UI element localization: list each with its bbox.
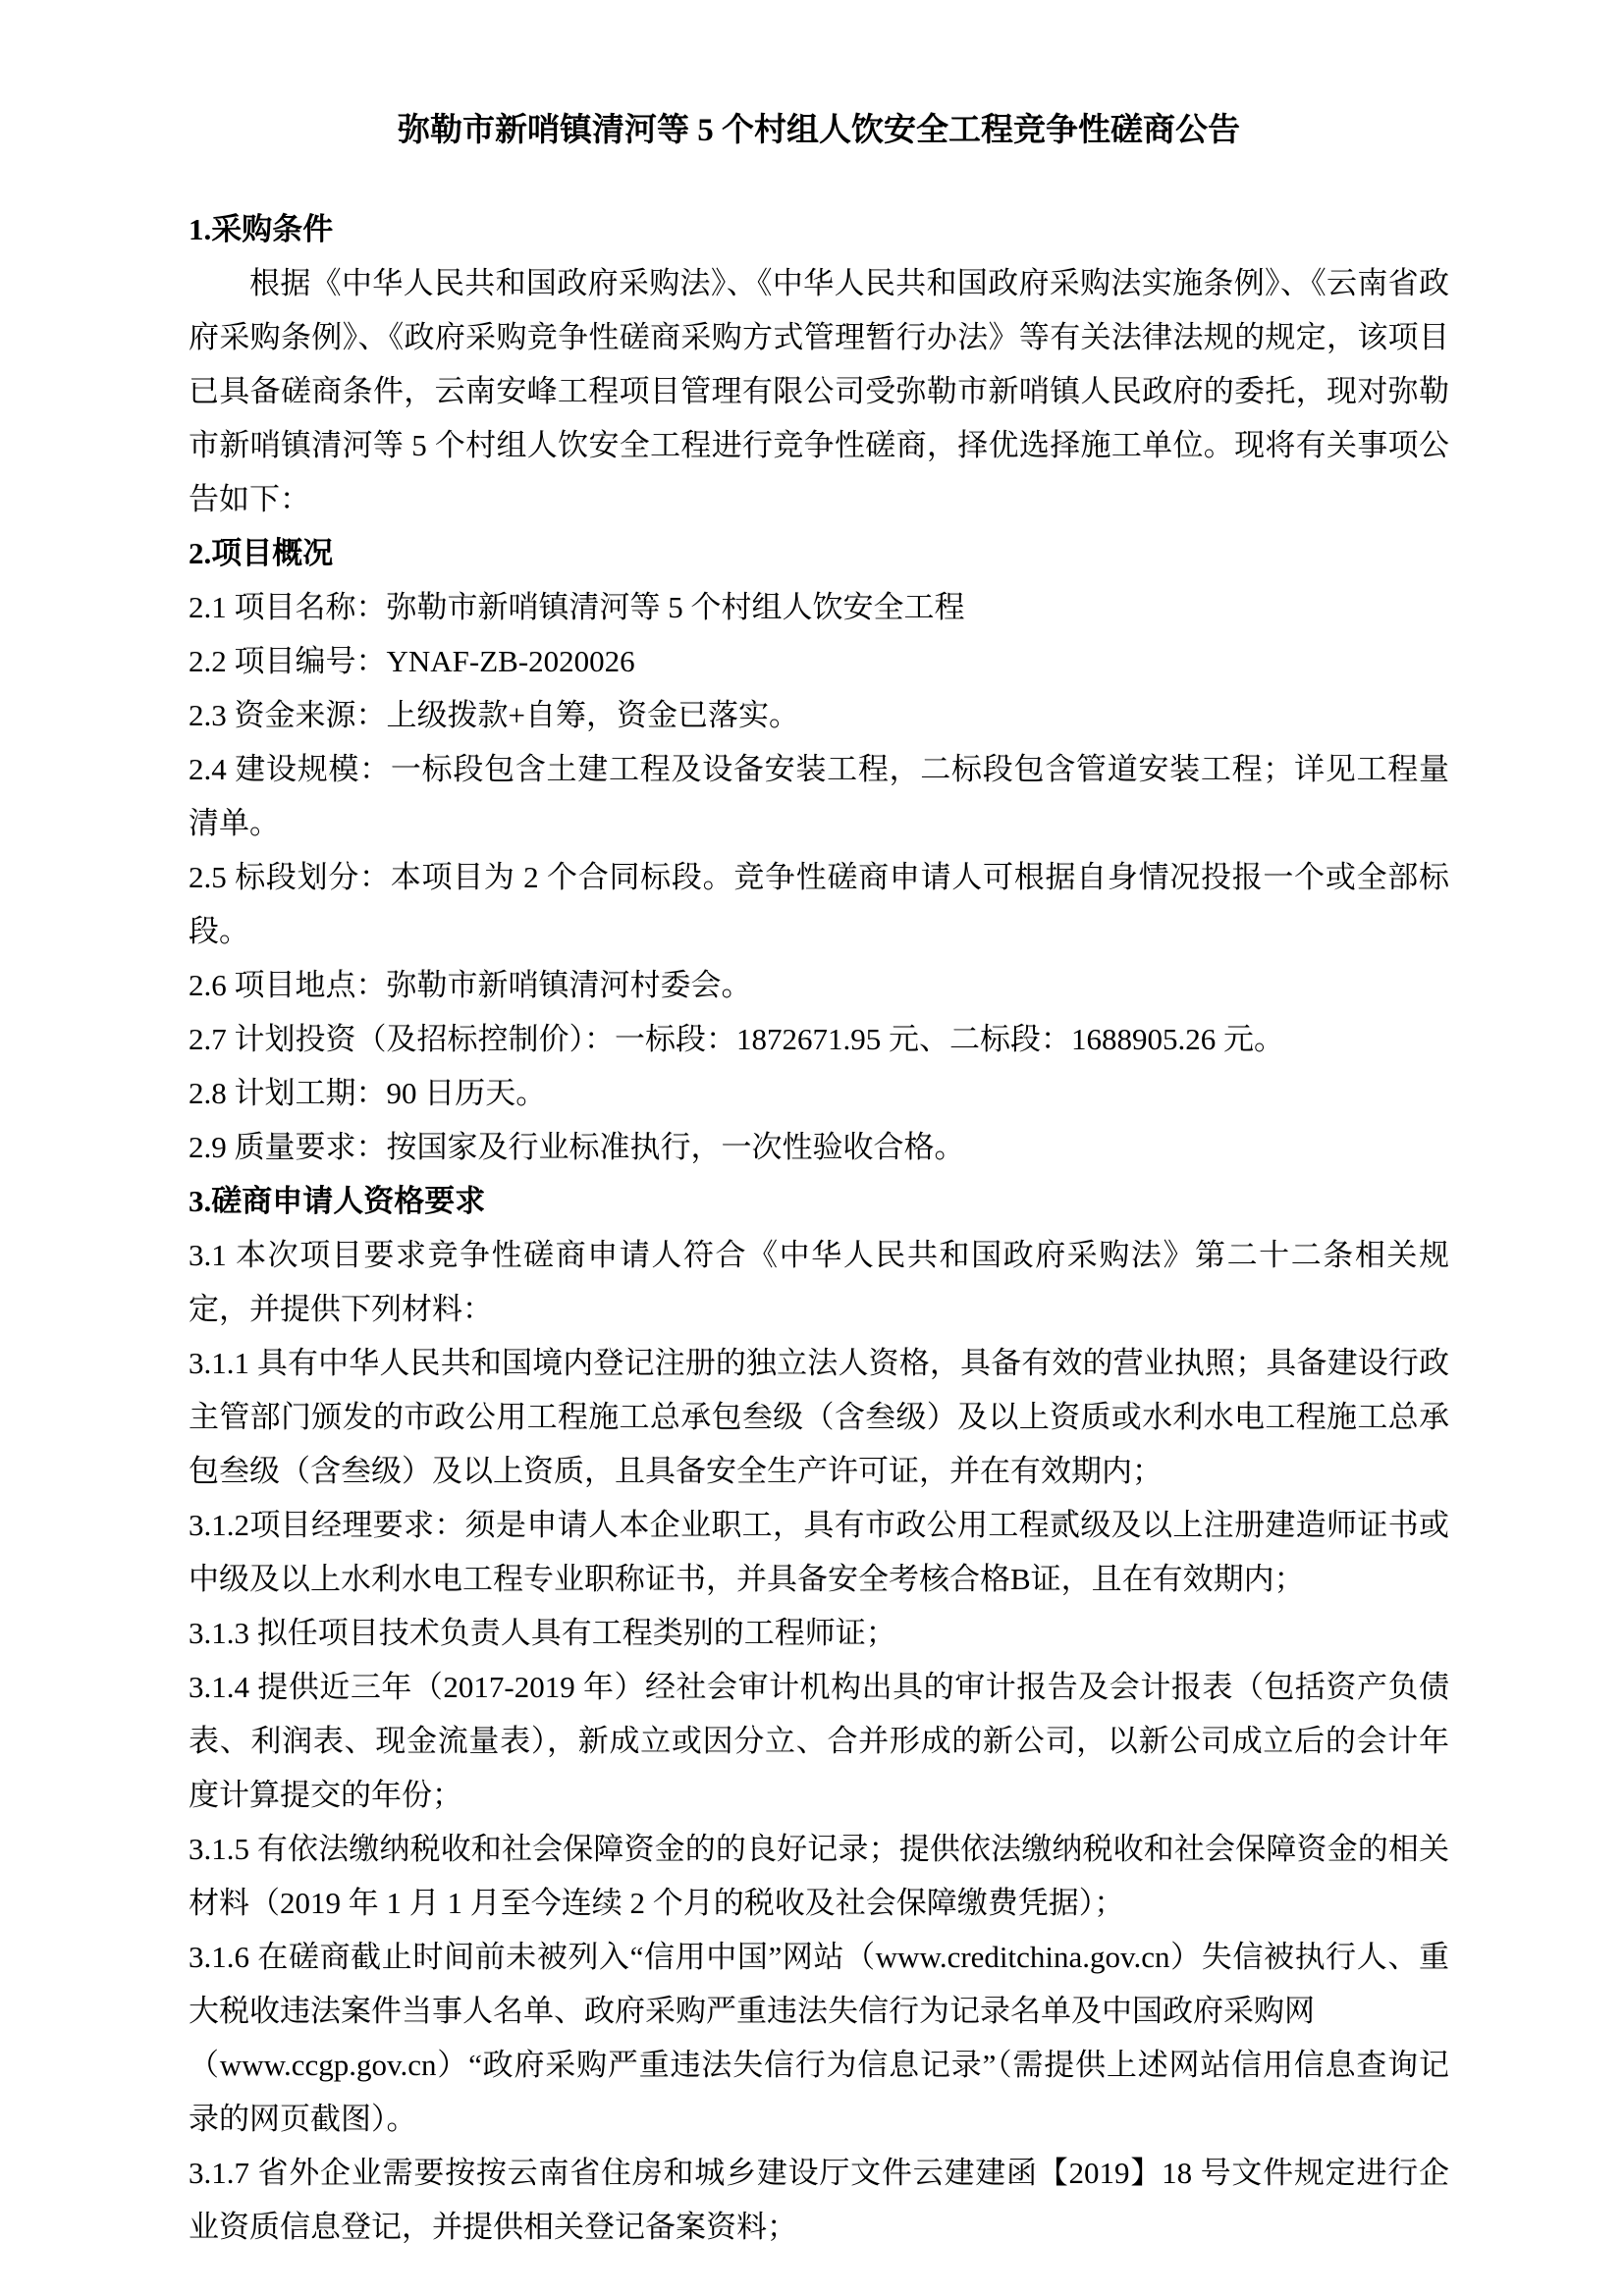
para-3-1-5: 3.1.5 有依法缴纳税收和社会保障资金的的良好记录；提供依法缴纳税收和社会保障资金的相关材料（2019 年 1 月 1 月至今连续 2 个月的税收及社会保障缴费凭据）； <box>189 1832 1449 1920</box>
para-construction-scale: 2.4 建设规模：一标段包含土建工程及设备安装工程，二标段包含管道安装工程；详见工程量清单。 <box>189 752 1449 840</box>
para-3-1-2: 3.1.2项目经理要求：须是申请人本企业职工，具有市政公用工程贰级及以上注册建造师证书或中级及以上水利水电工程专业职称证书，并具备安全考核合格B证，且在有效期内； <box>189 1508 1449 1596</box>
para-3-1-4: 3.1.4 提供近三年（2017-2019 年）经社会审计机构出具的审计报告及会计报表（包括资产负债表、利润表、现金流量表），新成立或因分立、合并形成的新公司，以新公司成立后的会计年度计算提交的年份； <box>189 1670 1449 1812</box>
page-title: 弥勒市新哨镇清河等 5 个村组人饮安全工程竞争性磋商公告 <box>398 113 1240 148</box>
document-content <box>189 110 1449 2254</box>
para-3-1: 3.1 本次项目要求竞争性磋商申请人符合《中华人民共和国政府采购法》第二十二条相关规定，并提供下列材料： <box>189 1238 1449 1326</box>
para-3-1-7: 3.1.7 省外企业需要按按云南省住房和城乡建设厅文件云建建函【2019】18 号文件规定进行企业资质信息登记，并提供相关登记备案资料； <box>189 2156 1449 2244</box>
para-3-1-6: 3.1.6 在磋商截止时间前未被列入“信用中国”网站（www.creditchina.gov.cn）失信被执行人、重大税收违法案件当事人名单、政府采购严重违法失信行为记录名单及中国政府采购网 <box>189 1940 1449 2028</box>
para-3-1-6-continued: （www.ccgp.gov.cn）“政府采购严重违法失信行为信息记录”（需提供上述网站信用信息查询记录的网页截图）。 <box>189 2048 1449 2136</box>
para-3-1-3: 3.1.3 拟任项目技术负责人具有工程类别的工程师证； <box>189 1616 896 1650</box>
heading-applicant-qualifications: 3.磋商申请人资格要求 <box>189 1184 486 1218</box>
para-project-number: 2.2 项目编号：YNAF-ZB-2020026 <box>189 644 635 678</box>
para-bid-sections: 2.5 标段划分：本项目为 2 个合同标段。竞争性磋商申请人可根据自身情况投报一个或全部标段。 <box>189 860 1449 948</box>
para-project-location: 2.6 项目地点：弥勒市新哨镇清河村委会。 <box>189 968 752 1002</box>
heading-project-overview: 2.项目概况 <box>189 536 334 570</box>
para-planned-duration: 2.8 计划工期：90 日历天。 <box>189 1076 547 1110</box>
para-3-1-1: 3.1.1 具有中华人民共和国境内登记注册的独立法人资格，具备有效的营业执照；具备建设行政主管部门颁发的市政公用工程施工总承包叁级（含叁级）及以上资质或水利水电工程施工总承包叁级（含叁级）及以上资质，且具备安全生产许可证，并在有效期内； <box>189 1346 1449 1488</box>
para-funding-source: 2.3 资金来源：上级拨款+自筹，资金已落实。 <box>189 698 799 732</box>
heading-procurement-conditions: 1.采购条件 <box>189 212 334 246</box>
para-planned-investment: 2.7 计划投资（及招标控制价）：一标段：1872671.95 元、二标段：1688905.26 元。 <box>189 1022 1284 1056</box>
para-intro: 根据《中华人民共和国政府采购法》、《中华人民共和国政府采购法实施条例》、《云南省政府采购条例》、《政府采购竞争性磋商采购方式管理暂行办法》等有关法律法规的规定，该项目已具备磋商条件，云南安峰工程项目管理有限公司受弥勒市新哨镇人民政府的委托，现对弥勒市新哨镇清河等 5 个村组人饮安全工程进行竞争性磋商，择优选择施工单位。现将有关事项公告如下： <box>189 266 1449 516</box>
para-quality-requirement: 2.9 质量要求：按国家及行业标准执行，一次性验收合格。 <box>189 1130 965 1164</box>
para-project-name: 2.1 项目名称：弥勒市新哨镇清河等 5 个村组人饮安全工程 <box>189 590 965 624</box>
